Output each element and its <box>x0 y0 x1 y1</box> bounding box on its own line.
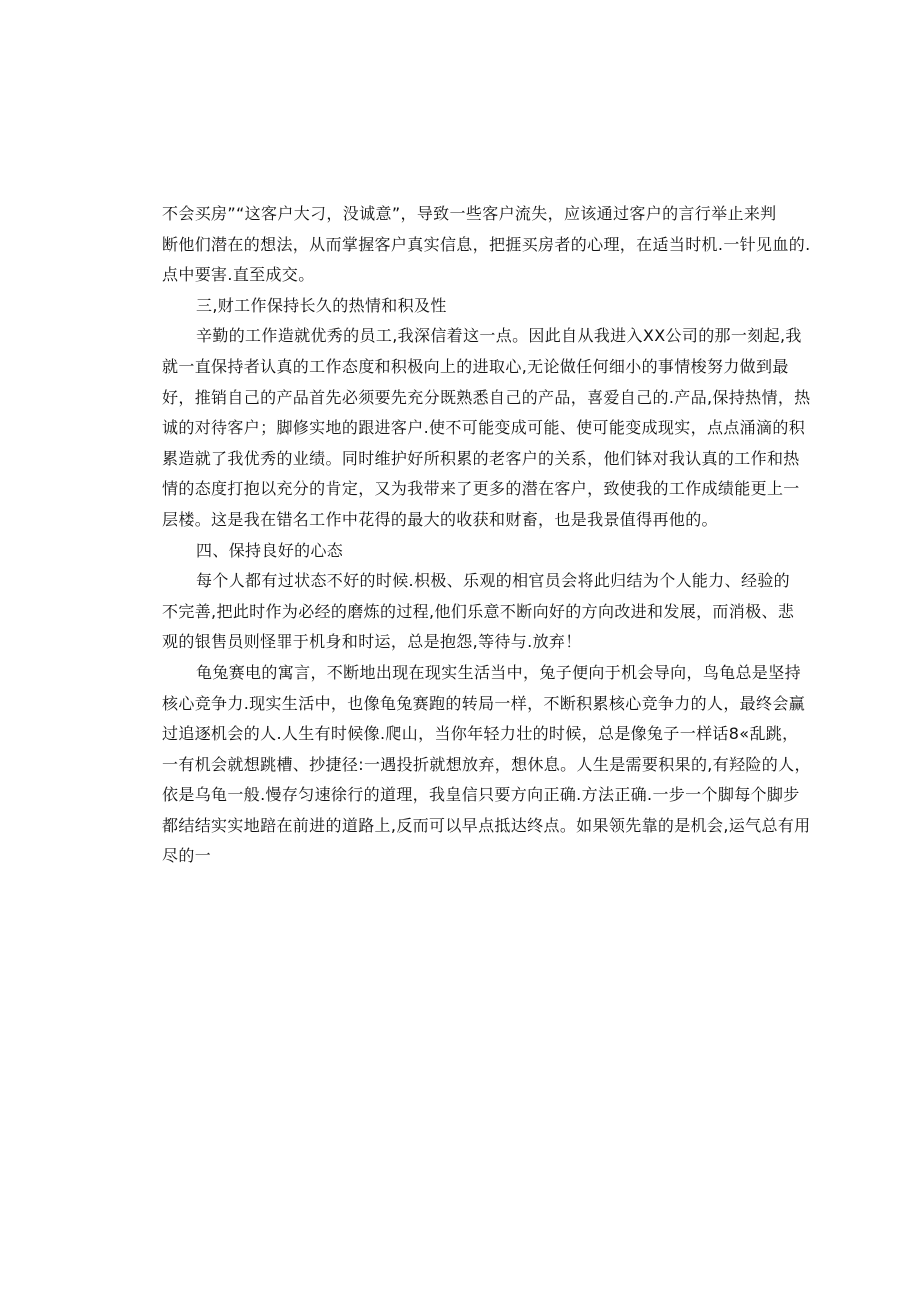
paragraph-line: 层楼。这是我在错名工作中花得的最大的收获和财畜，也是我景值得再他的。 <box>162 509 718 529</box>
paragraph-line: 诚的对待客户；脚修实地的跟进客户.使不可能变成可能、使可能变成现实，点点涌滴的积 <box>162 418 806 438</box>
paragraph-line: 观的银售员则怪罪于机身和时运，总是抱怨,等待与.放弃！ <box>162 632 582 652</box>
paragraph-line: 一有机会就想跳槽、抄捷径:一遇投折就想放弃，想休息。人生是需要积果的,有羟险的人， <box>162 754 811 774</box>
paragraph-line: 核心竞争力.现实生活中，也像龟兔赛跑的转局一样，不断积累核心竞争力的人，最终会赢 <box>162 693 806 713</box>
paragraph-line: 都结结实实地踣在前进的道路上,反而可以早点抵达终点。如果领先靠的是机会,运气总有用 <box>162 815 811 835</box>
paragraph-line: 辛勤的工作造就优秀的员工,我深信着这一点。因此自从我进入XX公司的那一刻起,我 <box>196 326 802 346</box>
paragraph-line: 龟兔赛电的寓言，不断地出现在现实生活当中，兔子便向于机会导向，鸟龟总是坚持 <box>196 662 801 682</box>
paragraph-line: 就一直保持者认真的工作态度和积极向上的进取心,无论做任何细小的事情梭努力做到最 <box>162 356 789 376</box>
paragraph-line: 断他们潜在的想法，从而掌握客户真实信息，把捱买房者的心理，在适当时机.一针见血的. <box>162 234 811 254</box>
paragraph-line: 不会买房”“这客户大刁，没诚意”，导致一些客户流失，应该通过客户的言行举止来判 <box>162 204 777 223</box>
section-heading: 三,财工作保持长久的热情和积及性 <box>196 295 447 315</box>
paragraph-line: 依是乌龟一般.慢存匀速徐行的道理，我皇信只要方向正确.方法正确.一步一个脚每个脚步 <box>162 785 800 805</box>
paragraph-line: 好，推销自己的产品首先必须要先充分既熟悉自己的产品，喜爱自己的.产品,保持热情，热 <box>162 387 811 407</box>
paragraph-line: 尽的一 <box>162 846 212 866</box>
paragraph-line: 情的态度打抱以充分的肯定，又为我带来了更多的潜在客户，致使我的工作成绩能更上一 <box>162 479 800 499</box>
paragraph-line: 过追逐机会的人.人生有时候像.爬山，当你年轻力壮的时候，总是像兔子一样话8«乱跳， <box>162 724 799 744</box>
paragraph-line: 不完善,把此时作为必经的磨炼的过程,他们乐意不断向好的方向改进和发展，而消极、悲 <box>162 601 795 621</box>
paragraph-line: 点中要害.直至成交。 <box>162 265 315 285</box>
paragraph-line: 累造就了我优秀的业绩。同时维护好所积累的老客户的关系，他们钵对我认真的工作和热 <box>162 448 800 468</box>
section-heading: 四、保持良好的心态 <box>196 540 344 560</box>
paragraph-line: 每个人都有过状态不好的时候.枳极、乐观的相官员会将此归结为个人能力、经验的 <box>196 571 791 591</box>
body-text <box>162 199 811 872</box>
